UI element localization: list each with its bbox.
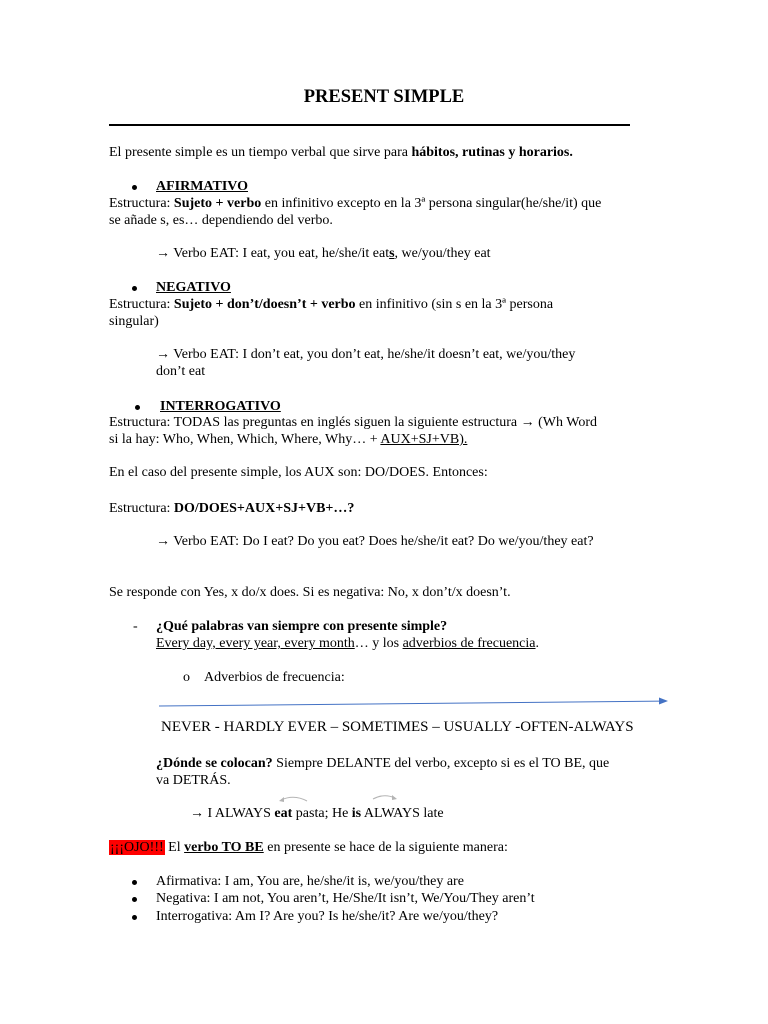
structure-formula: Sujeto + don’t/doesn’t + verbo (173, 297, 356, 312)
negativo-heading: NEGATIVO (156, 280, 231, 295)
structure-text: en infinitivo (sin s en la 3ª persona (355, 297, 554, 312)
placement-question: ¿Dónde se colocan? (156, 756, 273, 771)
sub-list-marker: o (183, 670, 190, 685)
example-text: → Verbo EAT: I eat, you eat, he/she/it eat (156, 246, 390, 261)
structure-formula: AUX+SJ+VB). (380, 432, 468, 447)
structure-formula: Sujeto + verbo (173, 196, 262, 211)
structure-text: singular) (109, 314, 159, 329)
to-be-label: verbo TO BE (184, 840, 264, 855)
title-divider (109, 124, 630, 126)
to-be-text: El (164, 840, 185, 855)
frequency-adverbs-item: Adverbios de frecuencia: (204, 670, 345, 685)
interrogativo-structure-line (109, 414, 597, 431)
placement-text: Siempre DELANTE del verbo, excepto si es el TO BE, que (272, 756, 610, 771)
intro-line (109, 144, 573, 161)
frequency-scale: NEVER - HARDLY EVER – SOMETIMES – USUALLY -OFTEN-ALWAYS (161, 719, 634, 735)
intro-bold: hábitos, rutinas y horarios. (411, 145, 573, 160)
formula-text: DO/DOES+AUX+SJ+VB+…? (173, 501, 355, 516)
bullet-icon (135, 405, 140, 410)
structure-text: se añade s, es… dependiendo del verbo. (109, 213, 333, 228)
negativo-example: → Verbo EAT: I don’t eat, you don’t eat, he/she/it doesn’t eat, we/you/they (156, 347, 576, 362)
structure-text: Estructura: TODAS las preguntas en inglés siguen la siguiente estructura → (Wh Word (109, 415, 597, 430)
time-expressions: Every day, every year, every month (156, 636, 355, 651)
structure-label: Estructura: (109, 297, 174, 312)
placement-example (190, 805, 444, 822)
keywords-question: ¿Qué palabras van siempre con presente simple? (156, 619, 448, 634)
aux-note: En el caso del presente simple, los AUX son: DO/DOES. Entonces: (109, 465, 488, 480)
placement-text: va DETRÁS. (156, 773, 231, 788)
afirmativo-structure-line (109, 212, 333, 229)
intro-text: El presente simple es un tiempo verbal que sirve para (109, 145, 412, 160)
list-item: Negativa: I am not, You aren’t, He/She/It isn’t, We/You/They aren’t (156, 891, 535, 906)
negativo-example: don’t eat (156, 364, 206, 379)
placement-line (156, 755, 609, 772)
placement-line (156, 772, 231, 789)
interrogativo-formula (109, 500, 354, 517)
example-text: , we/you/they eat (394, 246, 491, 261)
warning-highlight: ¡¡¡OJO!!! (110, 840, 164, 855)
keywords-answer (156, 635, 539, 652)
example-text: ALWAYS late (361, 806, 444, 821)
page-title: PRESENT SIMPLE (303, 87, 465, 107)
bullet-icon (132, 286, 137, 291)
example-verb: eat (274, 806, 293, 821)
list-item: Interrogativa: Am I? Are you? Is he/she/it? Are we/you/they? (156, 909, 499, 924)
example-ending: s (389, 246, 395, 261)
right-arrow-icon (150, 692, 680, 712)
frequency-adverbs-label: adverbios de frecuencia (402, 636, 536, 651)
answer-text: . (535, 636, 540, 651)
example-text: pasta; He (292, 806, 352, 821)
interrogativo-structure-line (109, 431, 467, 448)
bullet-icon (132, 185, 137, 190)
answer-text: … y los (354, 636, 403, 651)
curved-arrow-icon (270, 790, 410, 806)
structure-label: Estructura: (109, 196, 174, 211)
bullet-icon (132, 897, 137, 902)
to-be-intro (109, 839, 508, 856)
interrogativo-example: → Verbo EAT: Do I eat? Do you eat? Does he/she/it eat? Do we/you/they eat? (156, 534, 594, 549)
afirmativo-heading: AFIRMATIVO (156, 179, 249, 194)
short-answers: Se responde con Yes, x do/x does. Si es negativa: No, x don’t/x doesn’t. (109, 585, 511, 600)
interrogativo-heading: INTERROGATIVO (160, 399, 281, 414)
negativo-structure-line (109, 296, 553, 313)
afirmativo-example (156, 245, 491, 262)
afirmativo-structure-line (109, 195, 601, 212)
bullet-icon (132, 880, 137, 885)
list-marker: - (133, 619, 138, 634)
negativo-structure-line (109, 313, 159, 330)
example-text: → I ALWAYS (190, 806, 275, 821)
structure-text: si la hay: Who, When, Which, Where, Why… + (109, 432, 381, 447)
structure-text: en infinitivo excepto en la 3ª persona singular(he/she/it) que (261, 196, 602, 211)
formula-label: Estructura: (109, 501, 174, 516)
list-item: Afirmativa: I am, You are, he/she/it is, we/you/they are (156, 874, 464, 889)
to-be-text: en presente se hace de la siguiente manera: (263, 840, 508, 855)
example-verb: is (351, 806, 362, 821)
bullet-icon (132, 915, 137, 920)
